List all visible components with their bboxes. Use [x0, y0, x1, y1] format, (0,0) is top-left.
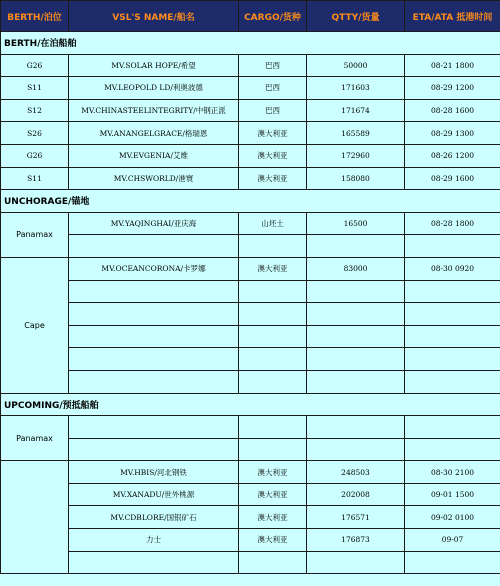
cargo-cell: 巴西 — [239, 77, 307, 100]
vessel-cell: MV.CHSWORLD/港寰 — [69, 167, 239, 190]
table-row-empty — [1, 235, 500, 258]
quantity-cell: 83000 — [307, 257, 405, 280]
table-row-empty — [1, 438, 500, 461]
table-row-empty — [1, 303, 500, 326]
empty-cell — [239, 416, 307, 439]
table-row — [1, 506, 500, 529]
empty-cell — [69, 235, 239, 258]
empty-cell — [307, 438, 405, 461]
cargo-cell: 巴西 — [239, 54, 307, 77]
vessel-cell: MV.ANANGELGRACE/格瑞恩 — [69, 122, 239, 145]
cargo-cell: 澳大利亚 — [239, 461, 307, 484]
empty-cell — [405, 438, 500, 461]
empty-cell — [69, 551, 239, 574]
eta-cell: 09-01 1500 — [405, 483, 500, 506]
empty-cell — [69, 325, 239, 348]
empty-cell — [405, 370, 500, 393]
berth-cell: S12 — [1, 99, 69, 122]
berth-cell: S11 — [1, 77, 69, 100]
vessel-cell: MV.HBIS/河北钢铁 — [69, 461, 239, 484]
eta-cell: 08-29 1200 — [405, 77, 500, 100]
table-row-empty — [1, 551, 500, 574]
empty-cell — [307, 348, 405, 371]
group-label-empty — [1, 461, 69, 574]
cargo-cell: 澳大利亚 — [239, 167, 307, 190]
table-row — [1, 122, 500, 145]
cargo-cell: 澳大利亚 — [239, 506, 307, 529]
empty-cell — [239, 551, 307, 574]
eta-cell: 08-26 1200 — [405, 144, 500, 167]
eta-cell: 09-07 — [405, 529, 500, 552]
vessel-cell: MV.EVGENIA/艾维 — [69, 144, 239, 167]
cargo-cell: 澳大利亚 — [239, 483, 307, 506]
quantity-cell: 248503 — [307, 461, 405, 484]
vessel-cell: MV.LEOPOLD LD/利奥波德 — [69, 77, 239, 100]
table-row — [1, 529, 500, 552]
berth-cell: S26 — [1, 122, 69, 145]
header-cargo: CARGO/货种 — [239, 1, 307, 32]
cargo-cell: 澳大利亚 — [239, 144, 307, 167]
vessel-cell: MV.CHINASTEELINTEGRITY/中钢正派 — [69, 99, 239, 122]
table-row — [1, 77, 500, 100]
quantity-cell: 172960 — [307, 144, 405, 167]
empty-cell — [307, 280, 405, 303]
section-anchorage-row — [1, 190, 500, 213]
quantity-cell: 158080 — [307, 167, 405, 190]
empty-cell — [239, 280, 307, 303]
empty-cell — [69, 348, 239, 371]
empty-cell — [239, 235, 307, 258]
table-row — [1, 54, 500, 77]
section-berth-title: BERTH/在泊船舶 — [1, 32, 500, 55]
header-berth: BERTH/泊位 — [1, 1, 69, 32]
empty-cell — [405, 551, 500, 574]
empty-cell — [405, 416, 500, 439]
table-row — [1, 144, 500, 167]
section-anchorage-title: UNCHORAGE/锚地 — [1, 190, 500, 213]
empty-cell — [69, 280, 239, 303]
eta-cell: 09-02 0100 — [405, 506, 500, 529]
empty-cell — [405, 303, 500, 326]
empty-cell — [405, 235, 500, 258]
header-quantity: QTTY/货量 — [307, 1, 405, 32]
group-label-panamax: Panamax — [1, 416, 69, 461]
eta-cell: 08-21 1800 — [405, 54, 500, 77]
section-upcoming-title: UPCOMING/预抵船舶 — [1, 393, 500, 416]
cargo-cell: 澳大利亚 — [239, 122, 307, 145]
empty-cell — [239, 303, 307, 326]
empty-cell — [405, 325, 500, 348]
empty-cell — [307, 325, 405, 348]
vessel-cell: MV.SOLAR HOPE/希望 — [69, 54, 239, 77]
table-row-empty — [1, 348, 500, 371]
cargo-cell: 山坯土 — [239, 212, 307, 235]
berth-cell: G26 — [1, 54, 69, 77]
section-upcoming-row — [1, 393, 500, 416]
table-row — [1, 99, 500, 122]
eta-cell: 08-28 1800 — [405, 212, 500, 235]
table-row-empty — [1, 325, 500, 348]
berth-cell: S11 — [1, 167, 69, 190]
eta-cell: 08-29 1600 — [405, 167, 500, 190]
berth-cell: G26 — [1, 144, 69, 167]
section-berth-row — [1, 32, 500, 55]
quantity-cell: 176571 — [307, 506, 405, 529]
quantity-cell: 202008 — [307, 483, 405, 506]
table-row — [1, 212, 500, 235]
group-label-cape: Cape — [1, 257, 69, 393]
empty-cell — [307, 235, 405, 258]
quantity-cell: 171674 — [307, 99, 405, 122]
header-eta: ETA/ATA 抵港时间 — [405, 1, 500, 32]
vessel-cell: MV.CDBLORE/国银矿石 — [69, 506, 239, 529]
quantity-cell: 16500 — [307, 212, 405, 235]
quantity-cell: 165589 — [307, 122, 405, 145]
empty-cell — [405, 280, 500, 303]
empty-cell — [307, 416, 405, 439]
table-row — [1, 257, 500, 280]
eta-cell: 08-30 2100 — [405, 461, 500, 484]
table-row-empty — [1, 416, 500, 439]
empty-cell — [69, 416, 239, 439]
empty-cell — [239, 325, 307, 348]
table-row-empty — [1, 370, 500, 393]
empty-cell — [239, 348, 307, 371]
eta-cell: 08-28 1600 — [405, 99, 500, 122]
quantity-cell: 176873 — [307, 529, 405, 552]
quantity-cell: 50000 — [307, 54, 405, 77]
cargo-cell: 澳大利亚 — [239, 529, 307, 552]
empty-cell — [307, 551, 405, 574]
vessel-cell: MV.OCEANCORONA/卡罗娜 — [69, 257, 239, 280]
vessel-cell: MV.YAQINGHAI/亚庆海 — [69, 212, 239, 235]
empty-cell — [69, 303, 239, 326]
empty-cell — [69, 438, 239, 461]
group-label-panamax: Panamax — [1, 212, 69, 257]
empty-cell — [239, 438, 307, 461]
empty-cell — [307, 303, 405, 326]
table-row — [1, 167, 500, 190]
eta-cell: 08-29 1300 — [405, 122, 500, 145]
cargo-cell: 巴西 — [239, 99, 307, 122]
empty-cell — [405, 348, 500, 371]
table-row-empty — [1, 280, 500, 303]
header-row — [1, 1, 500, 32]
vessel-cell: MV.XANADU/世外桃源 — [69, 483, 239, 506]
table-row — [1, 461, 500, 484]
quantity-cell: 171603 — [307, 77, 405, 100]
header-vessel-name: VSL'S NAME/船名 — [69, 1, 239, 32]
eta-cell: 08-30 0920 — [405, 257, 500, 280]
empty-cell — [69, 370, 239, 393]
vessel-cell: 力士 — [69, 529, 239, 552]
empty-cell — [307, 370, 405, 393]
table-row — [1, 483, 500, 506]
cargo-cell: 澳大利亚 — [239, 257, 307, 280]
empty-cell — [239, 370, 307, 393]
